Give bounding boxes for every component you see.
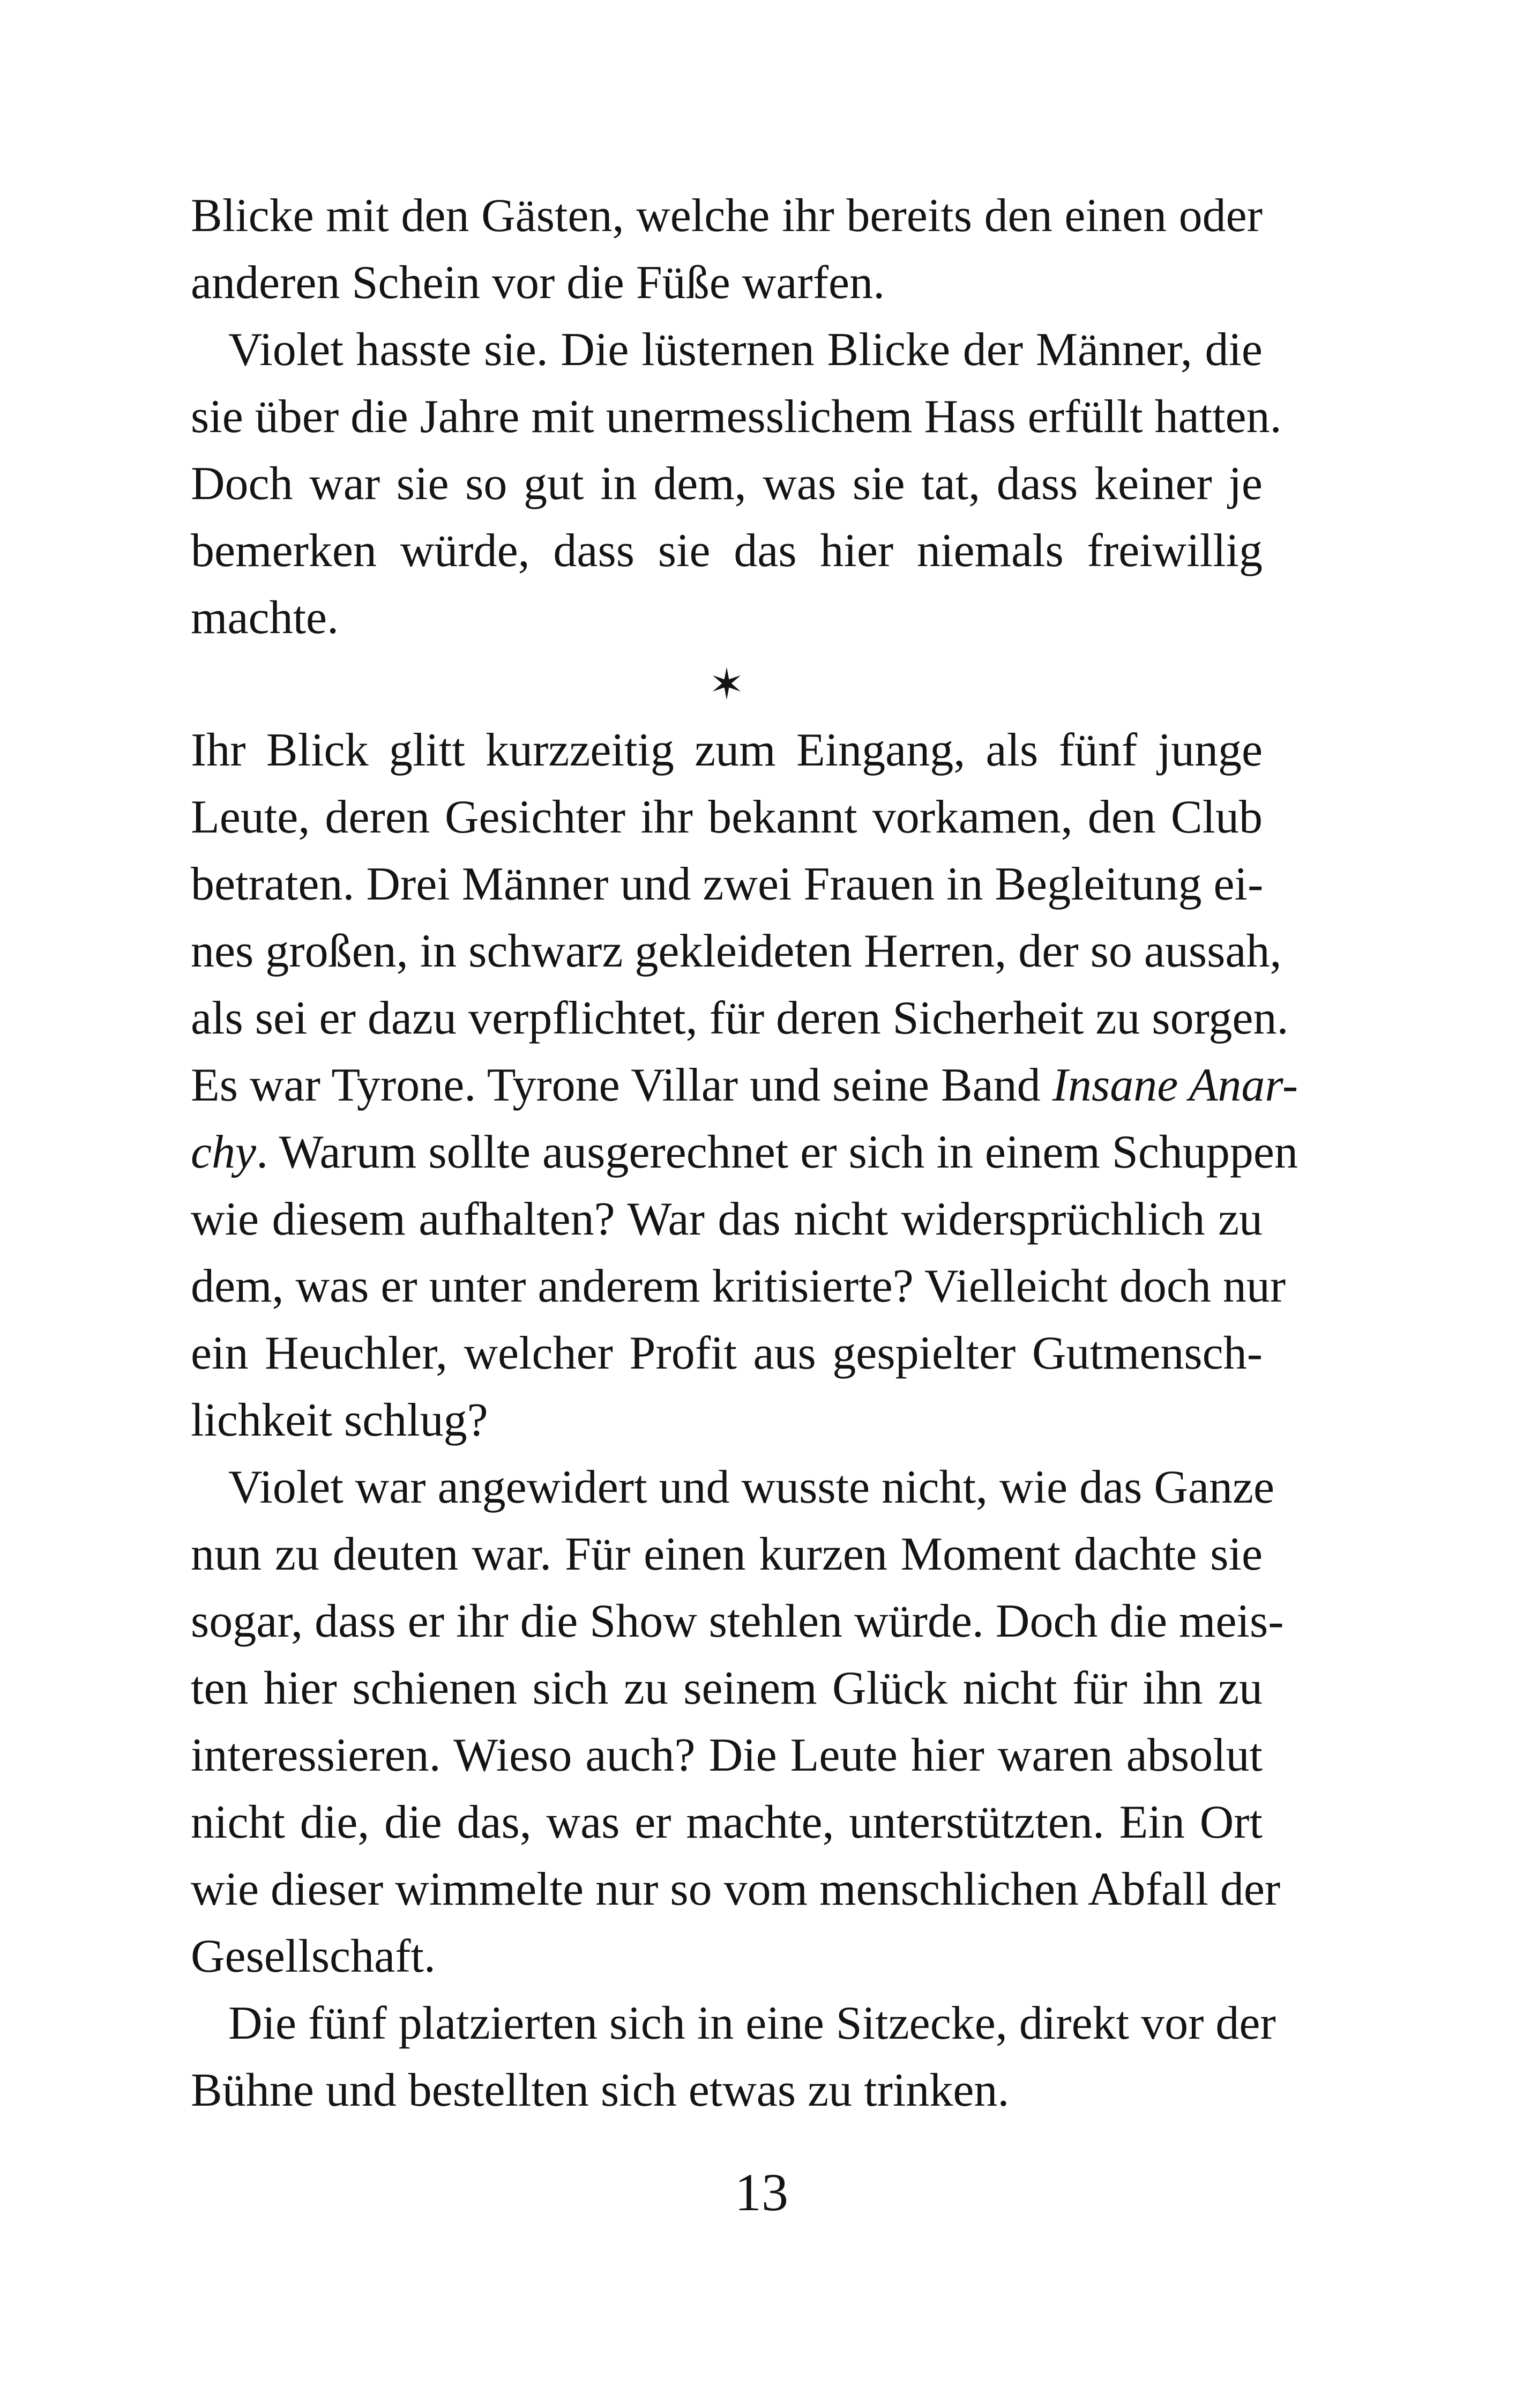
book-page-text	[191, 182, 1298, 2124]
text-line: dem, was er unter anderem kritisierte? Vielleicht doch nur	[191, 1260, 1286, 1312]
text-line: nes großen, in schwarz gekleideten Herren, der so aussah,	[191, 925, 1282, 977]
band-name-italic: chy	[191, 1126, 257, 1178]
text-line: wie dieser wimmelte nur so vom menschlichen Abfall der	[191, 1863, 1281, 1915]
paragraph	[191, 717, 1298, 1454]
text-line: Violet war angewidert und wusste nicht, wie das Ganze	[228, 1461, 1275, 1513]
text-line: betraten. Drei Männer und zwei Frauen in Begleitung ei-	[191, 858, 1264, 910]
text-line: Bühne und bestellten sich etwas zu trinken.	[191, 2064, 1010, 2116]
paragraph	[191, 1990, 1276, 2124]
section-break-star: ✶	[708, 662, 745, 709]
text-line: Leute, deren Gesichter ihr bekannt vorkamen, den Club	[191, 791, 1263, 843]
text-line: Ihr Blick glitt kurzzeitig zum Eingang, als fünf junge	[191, 724, 1263, 776]
text-line: nun zu deuten war. Für einen kurzen Moment dachte sie	[191, 1528, 1263, 1580]
text-line: bemerken würde, dass sie das hier niemals freiwillig	[191, 525, 1263, 577]
text-run: . Warum sollte ausgerechnet er sich in einem Schuppen	[256, 1126, 1298, 1178]
text-line: als sei er dazu verpflichtet, für deren Sicherheit zu sorgen.	[191, 992, 1289, 1044]
text-line: Die fünf platzierten sich in eine Sitzecke, direkt vor der	[228, 1997, 1276, 2049]
text-line: ein Heuchler, welcher Profit aus gespielter Gutmensch-	[191, 1327, 1263, 1379]
text-line: Violet hasste sie. Die lüsternen Blicke der Männer, die	[228, 324, 1263, 376]
text-line: Blicke mit den Gästen, welche ihr bereits den einen oder	[191, 190, 1263, 242]
text-line: anderen Schein vor die Füße warfen.	[191, 257, 885, 309]
text-line: wie diesem aufhalten? War das nicht widersprüchlich zu	[191, 1193, 1263, 1245]
text-line: ten hier schienen sich zu seinem Glück nicht für ihn zu	[191, 1662, 1263, 1714]
text-line: Doch war sie so gut in dem, was sie tat, dass keiner je	[191, 458, 1263, 510]
text-line: nicht die, die das, was er machte, unterstützten. Ein Ort	[191, 1796, 1263, 1848]
text-line: interessieren. Wieso auch? Die Leute hier waren absolut	[191, 1729, 1263, 1781]
text-line	[191, 1119, 1298, 1186]
text-line: sie über die Jahre mit unermesslichem Hass erfüllt hatten.	[191, 391, 1282, 443]
paragraph	[191, 182, 1263, 316]
text-line: Gesellschaft.	[191, 1930, 436, 1982]
text-line: sogar, dass er ihr die Show stehlen würde. Doch die meis-	[191, 1595, 1284, 1647]
band-name-italic: Insane Anar-	[1052, 1059, 1298, 1111]
paragraph	[191, 316, 1282, 651]
page-number: 13	[735, 2162, 788, 2222]
text-line	[191, 1052, 1298, 1119]
text-run: Es war Tyrone. Tyrone Villar und seine Band	[191, 1059, 1052, 1111]
text-line: lichkeit schlug?	[191, 1394, 488, 1446]
text-line: machte.	[191, 592, 339, 644]
paragraph	[191, 1454, 1284, 1990]
